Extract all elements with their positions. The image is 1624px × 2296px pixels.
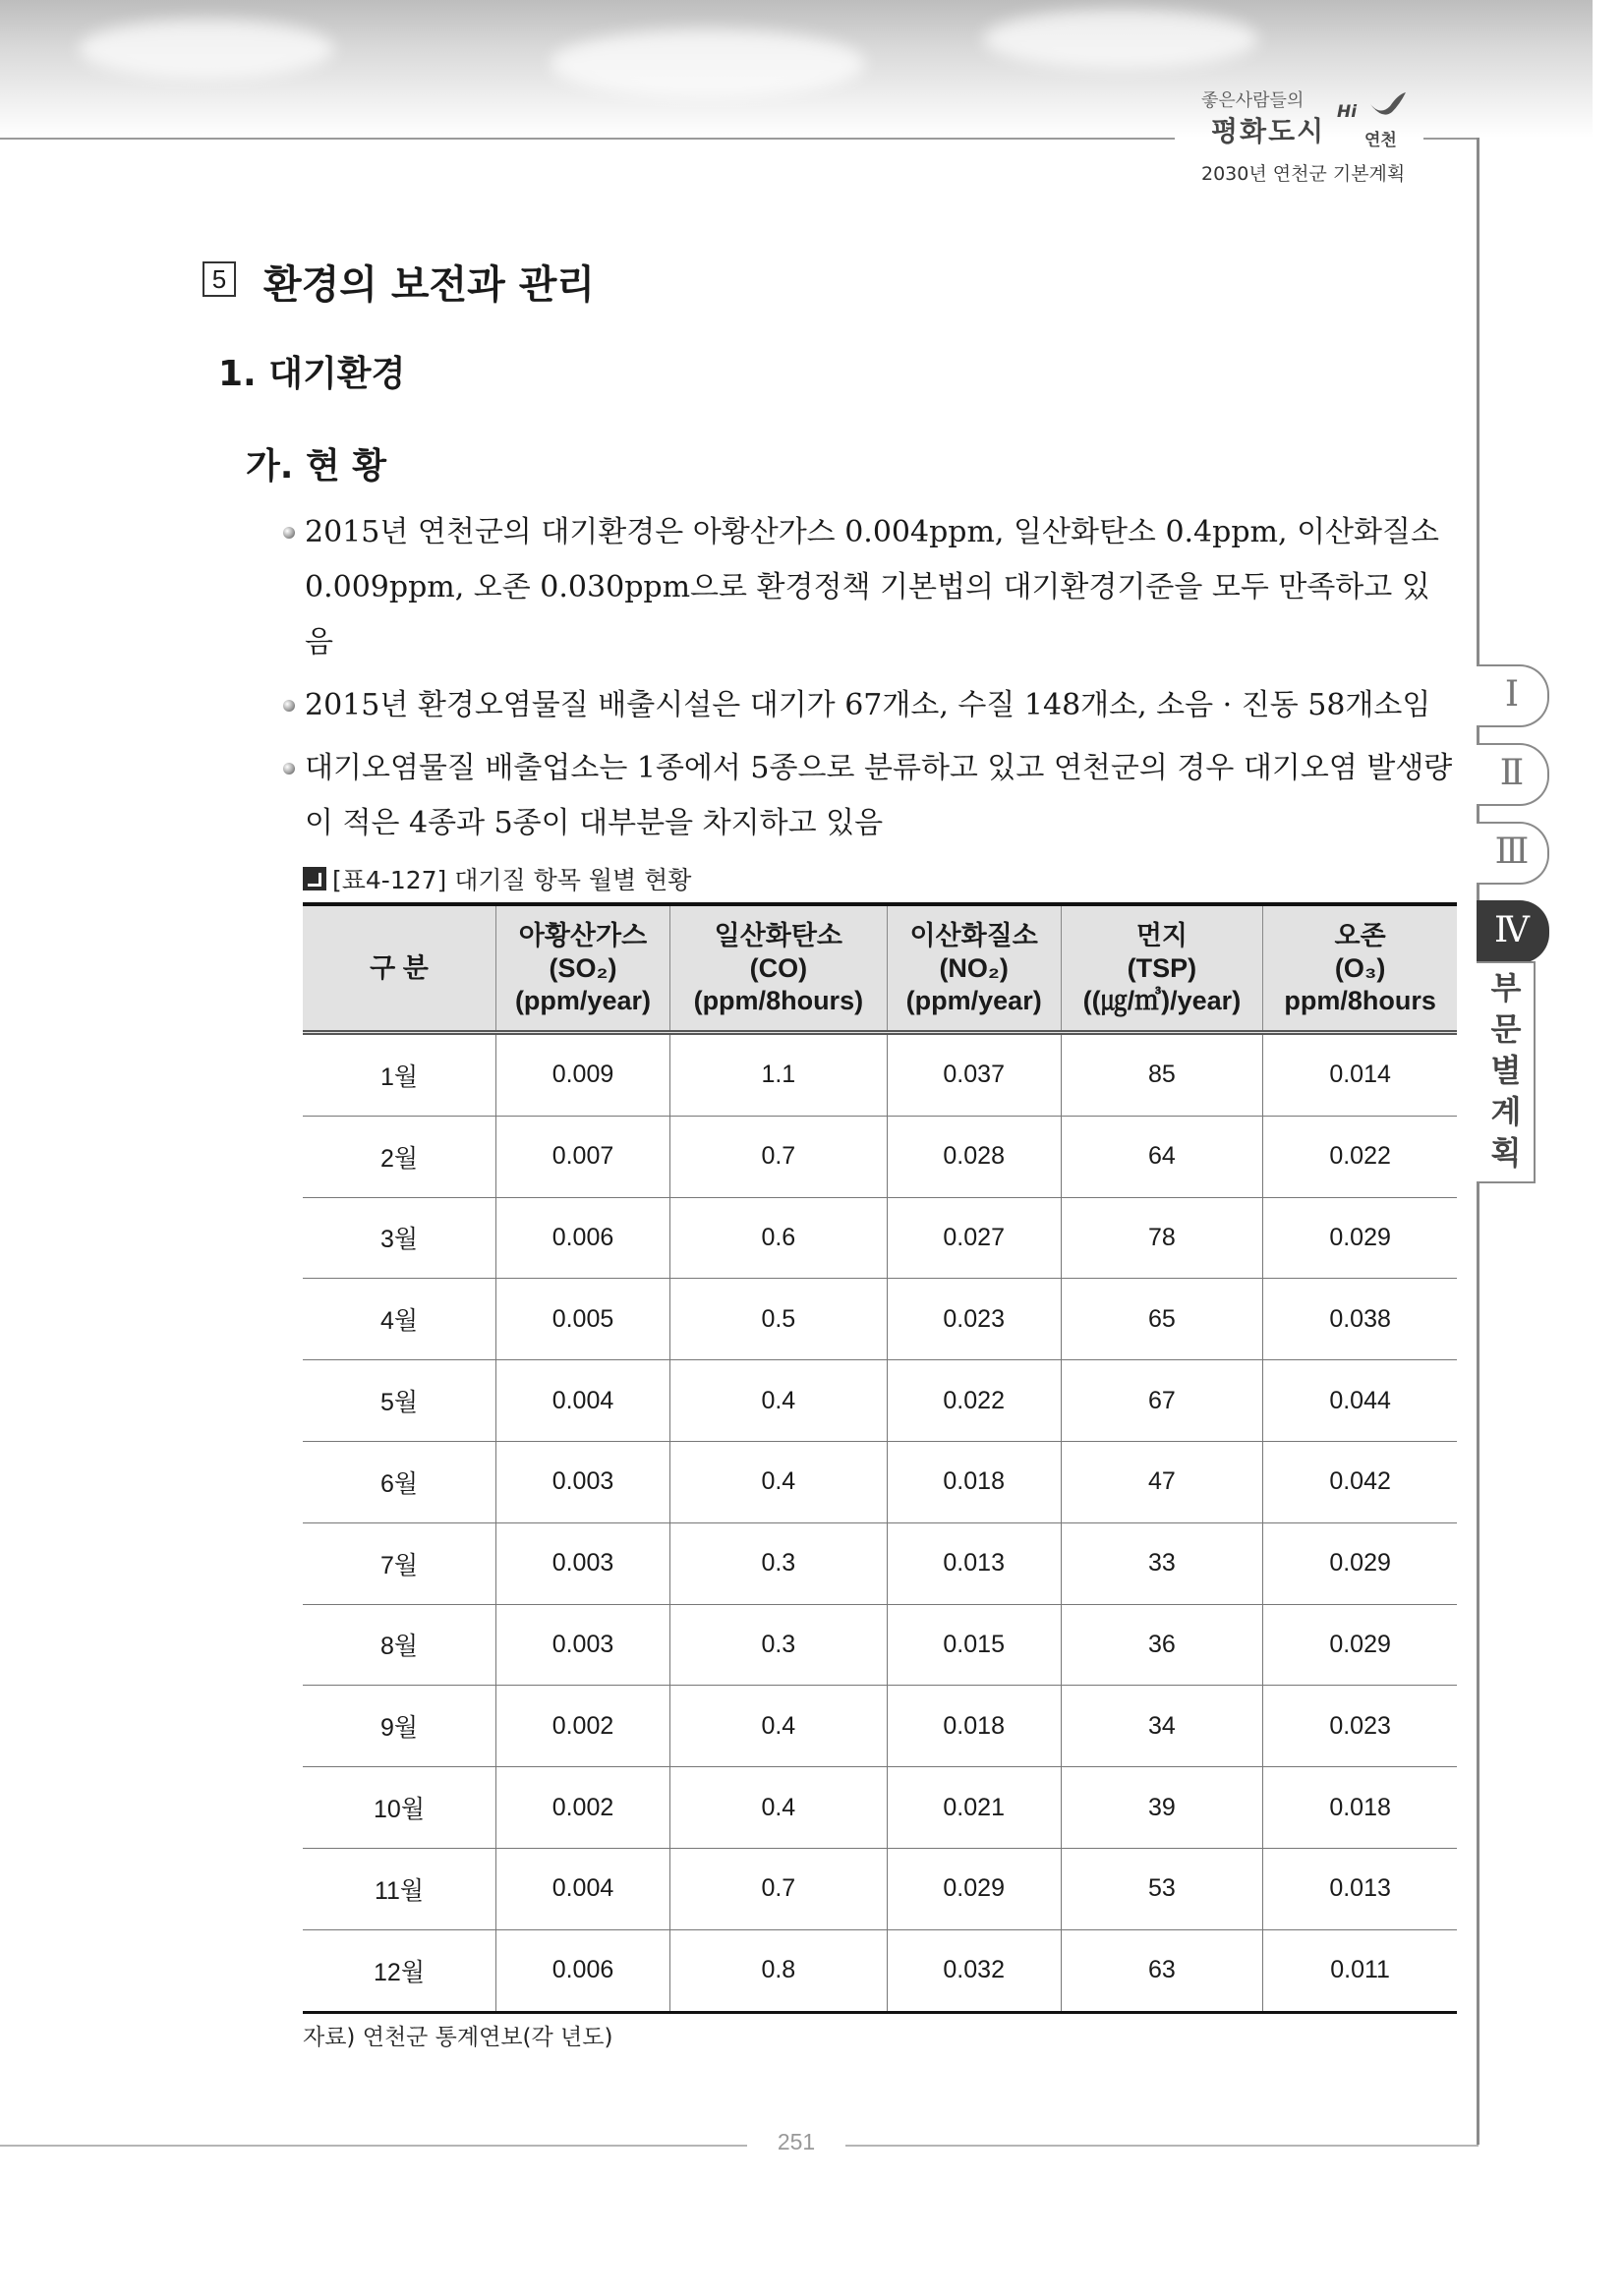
value-cell: 0.4 [669, 1441, 887, 1522]
table-row [303, 1686, 1457, 1767]
month-cell: 8월 [303, 1604, 496, 1686]
value-cell: 0.003 [496, 1604, 670, 1686]
logo-town-text: 연천 [1364, 131, 1397, 150]
header-rule [0, 138, 1175, 140]
value-cell: 39 [1061, 1767, 1263, 1849]
value-cell: 63 [1061, 1929, 1263, 2012]
value-cell: 0.009 [496, 1033, 670, 1117]
value-cell: 0.013 [1263, 1848, 1457, 1929]
month-cell: 5월 [303, 1360, 496, 1442]
value-cell: 0.032 [887, 1929, 1061, 2012]
tab-part-4[interactable]: Ⅳ [1477, 900, 1549, 963]
bullet-item: 2015년 연천군의 대기환경은 아황산가스 0.004ppm, 일산화탄소 0.4ppm, 이산화질소 0.009ppm, 오존 0.030ppm으로 환경정책 기본법의 대기환경기준을 모두 만족하고 있음 [305, 505, 1455, 670]
value-cell: 0.027 [887, 1197, 1061, 1279]
value-cell: 78 [1061, 1197, 1263, 1279]
header-rule-right [1423, 138, 1478, 140]
value-cell: 47 [1061, 1441, 1263, 1522]
page-number: 251 [777, 2129, 816, 2154]
bullet-dot-icon [283, 527, 295, 539]
month-cell: 2월 [303, 1116, 496, 1197]
value-cell: 64 [1061, 1116, 1263, 1197]
value-cell: 1.1 [669, 1033, 887, 1117]
value-cell: 0.5 [669, 1279, 887, 1360]
value-cell: 0.022 [1263, 1116, 1457, 1197]
value-cell: 0.005 [496, 1279, 670, 1360]
bullet-dot-icon [283, 700, 295, 712]
value-cell: 0.022 [887, 1360, 1061, 1442]
value-cell: 0.003 [496, 1441, 670, 1522]
month-cell: 12월 [303, 1929, 496, 2012]
bullet-list [305, 505, 1455, 859]
value-cell: 0.007 [496, 1116, 670, 1197]
table-row [303, 1441, 1457, 1522]
value-cell: 0.014 [1263, 1033, 1457, 1117]
value-cell: 36 [1061, 1604, 1263, 1686]
value-cell: 0.029 [1263, 1604, 1457, 1686]
value-cell: 0.013 [887, 1522, 1061, 1604]
value-cell: 0.3 [669, 1604, 887, 1686]
month-cell: 6월 [303, 1441, 496, 1522]
month-cell: 7월 [303, 1522, 496, 1604]
table-row [303, 1360, 1457, 1442]
value-cell: 0.037 [887, 1033, 1061, 1117]
value-cell: 0.029 [1263, 1522, 1457, 1604]
value-cell: 0.002 [496, 1767, 670, 1849]
table-body [303, 1033, 1457, 2013]
plan-subtitle: 2030년 연천군 기본계획 [1201, 163, 1406, 185]
value-cell: 0.011 [1263, 1929, 1457, 2012]
section-number-box: 5 [203, 261, 236, 297]
value-cell: 0.7 [669, 1848, 887, 1929]
value-cell: 0.029 [1263, 1197, 1457, 1279]
month-cell: 11월 [303, 1848, 496, 1929]
value-cell: 0.4 [669, 1686, 887, 1767]
bird-icon [1368, 90, 1408, 120]
value-cell: 0.018 [887, 1686, 1061, 1767]
value-cell: 0.021 [887, 1767, 1061, 1849]
table-row [303, 1033, 1457, 1117]
value-cell: 0.023 [887, 1279, 1061, 1360]
month-cell: 9월 [303, 1686, 496, 1767]
header-cell: 아황산가스 (SO₂) (ppm/year) [496, 904, 670, 1033]
air-quality-table [303, 902, 1457, 2014]
month-cell: 3월 [303, 1197, 496, 1279]
header-cell: 구 분 [303, 904, 496, 1033]
logo-tagline: 좋은사람들의 [1201, 90, 1305, 111]
footer-rule-right [845, 2145, 1479, 2147]
tab-vertical-label: 부문별 계획 [1490, 969, 1522, 1172]
header-cell: 먼지 (TSP) ((㎍/㎥)/year) [1061, 904, 1263, 1033]
section-title: 환경의 보전과 관리 [263, 262, 595, 308]
value-cell: 85 [1061, 1033, 1263, 1117]
bullet-item: 대기오염물질 배출업소는 1종에서 5종으로 분류하고 있고 연천군의 경우 대기오염 발생량이 적은 4종과 5종이 대부분을 차지하고 있음 [305, 741, 1455, 851]
value-cell: 0.006 [496, 1929, 670, 2012]
arrow-box-icon [303, 867, 326, 890]
value-cell: 67 [1061, 1360, 1263, 1442]
value-cell: 34 [1061, 1686, 1263, 1767]
value-cell: 0.029 [887, 1848, 1061, 1929]
logo-hi-text: Hi [1337, 102, 1358, 122]
bullet-dot-icon [283, 763, 295, 775]
value-cell: 0.018 [887, 1441, 1061, 1522]
table-row [303, 1767, 1457, 1849]
value-cell: 0.8 [669, 1929, 887, 2012]
value-cell: 0.002 [496, 1686, 670, 1767]
value-cell: 0.7 [669, 1116, 887, 1197]
value-cell: 0.4 [669, 1767, 887, 1849]
table-row [303, 1197, 1457, 1279]
value-cell: 0.3 [669, 1522, 887, 1604]
table-row [303, 1848, 1457, 1929]
table-row [303, 1522, 1457, 1604]
value-cell: 0.015 [887, 1604, 1061, 1686]
value-cell: 0.018 [1263, 1767, 1457, 1849]
tab-part-2[interactable]: Ⅱ [1477, 743, 1549, 806]
value-cell: 0.4 [669, 1360, 887, 1442]
subsection-title: 1. 대기환경 [218, 354, 406, 394]
value-cell: 0.038 [1263, 1279, 1457, 1360]
value-cell: 0.6 [669, 1197, 887, 1279]
value-cell: 0.028 [887, 1116, 1061, 1197]
month-cell: 1월 [303, 1033, 496, 1117]
header-cell: 이산화질소 (NO₂) (ppm/year) [887, 904, 1061, 1033]
footer-rule-left [0, 2145, 747, 2147]
value-cell: 33 [1061, 1522, 1263, 1604]
table-row [303, 1604, 1457, 1686]
logo-main-text: 평화도시 [1211, 115, 1326, 147]
value-cell: 0.004 [496, 1848, 670, 1929]
value-cell: 0.044 [1263, 1360, 1457, 1442]
tab-part-3[interactable]: Ⅲ [1477, 822, 1549, 885]
tab-part-1[interactable]: Ⅰ [1477, 664, 1549, 727]
value-cell: 0.003 [496, 1522, 670, 1604]
table-row [303, 1116, 1457, 1197]
value-cell: 0.004 [496, 1360, 670, 1442]
month-cell: 4월 [303, 1279, 496, 1360]
value-cell: 0.042 [1263, 1441, 1457, 1522]
header-cell: 일산화탄소 (CO) (ppm/8hours) [669, 904, 887, 1033]
value-cell: 0.006 [496, 1197, 670, 1279]
value-cell: 53 [1061, 1848, 1263, 1929]
table-header-row [303, 904, 1457, 1033]
subsubsection-title: 가. 현 황 [246, 446, 387, 487]
bullet-item: 2015년 환경오염물질 배출시설은 대기가 67개소, 수질 148개소, 소음 · 진동 58개소임 [305, 678, 1455, 733]
value-cell: 0.023 [1263, 1686, 1457, 1767]
table-source-note: 자료) 연천군 통계연보(각 년도) [303, 2025, 613, 2050]
table-row [303, 1929, 1457, 2012]
month-cell: 10월 [303, 1767, 496, 1849]
table-caption: [표4-127] 대기질 항목 월별 현황 [303, 861, 691, 896]
value-cell: 65 [1061, 1279, 1263, 1360]
table-row [303, 1279, 1457, 1360]
header-cell: 오존 (O₃) ppm/8hours [1263, 904, 1457, 1033]
